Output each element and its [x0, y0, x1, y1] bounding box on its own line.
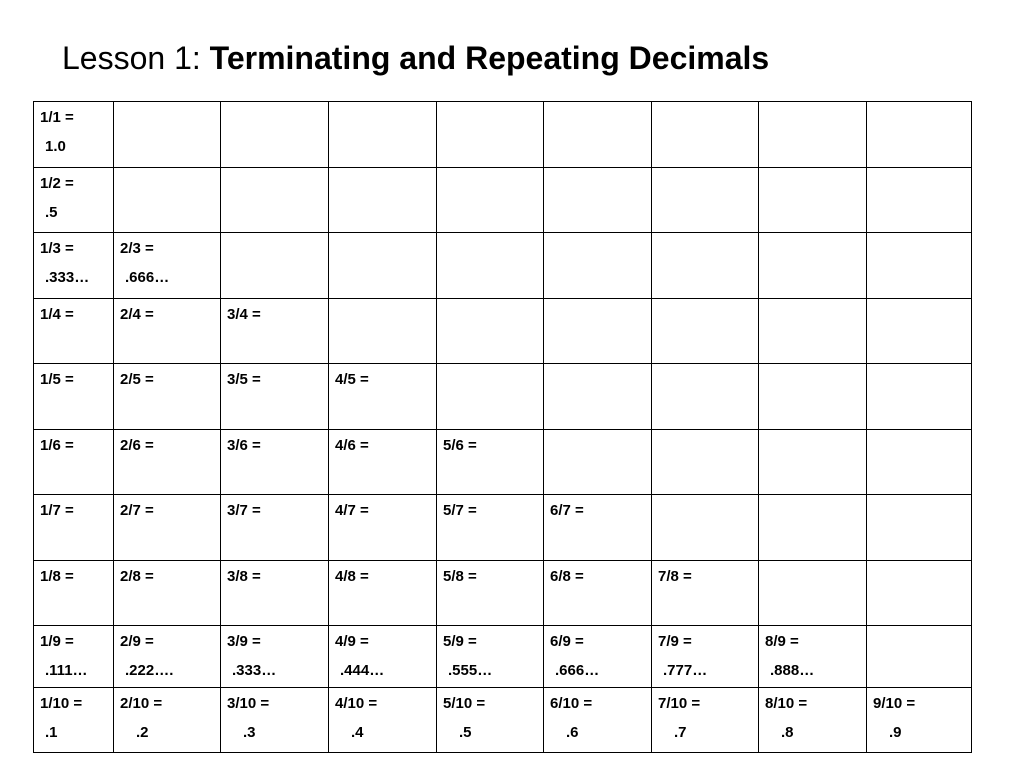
table-cell: [544, 299, 652, 364]
fraction-label: 3/9 =: [227, 633, 261, 650]
table-cell: [544, 233, 652, 299]
table-cell: [329, 233, 437, 299]
table-cell: [544, 430, 652, 495]
table-cell: [652, 495, 759, 561]
fraction-label: 4/8 =: [335, 568, 369, 585]
fraction-label: 5/9 =: [443, 633, 477, 650]
table-cell: [652, 688, 759, 753]
fraction-label: 1/1 =: [40, 109, 74, 126]
table-cell: [114, 102, 221, 168]
fraction-label: 5/6 =: [443, 437, 477, 454]
fraction-label: 1/10 =: [40, 695, 83, 712]
fraction-label: 7/10 =: [658, 695, 701, 712]
fraction-label: 1/6 =: [40, 437, 74, 454]
fraction-label: 3/4 =: [227, 306, 261, 323]
table-cell: [867, 561, 972, 626]
fraction-label: 6/9 =: [550, 633, 584, 650]
decimal-value: .3: [243, 724, 256, 741]
table-cell: [652, 168, 759, 233]
fraction-label: 2/10 =: [120, 695, 163, 712]
table-cell: [329, 626, 437, 688]
table-row: [34, 102, 972, 168]
decimal-value: .5: [459, 724, 472, 741]
fraction-label: 7/9 =: [658, 633, 692, 650]
fraction-label: 2/6 =: [120, 437, 154, 454]
fraction-label: 4/5 =: [335, 371, 369, 388]
fraction-label: 5/10 =: [443, 695, 486, 712]
decimal-value: .1: [45, 724, 58, 741]
table-cell: [114, 168, 221, 233]
decimal-value: .9: [889, 724, 902, 741]
table-cell: [114, 561, 221, 626]
table-cell: [34, 626, 114, 688]
table-cell: [221, 168, 329, 233]
page-title: [62, 38, 769, 78]
table-row: [34, 364, 972, 430]
fraction-label: 5/7 =: [443, 502, 477, 519]
table-cell: [652, 233, 759, 299]
fraction-label: 5/8 =: [443, 568, 477, 585]
table-cell: [544, 495, 652, 561]
table-cell: [437, 561, 544, 626]
table-row: [34, 688, 972, 753]
table-row: [34, 626, 972, 688]
table-cell: [759, 233, 867, 299]
table-cell: [329, 430, 437, 495]
table-cell: [34, 561, 114, 626]
table-cell: [867, 495, 972, 561]
table-cell: [437, 233, 544, 299]
table-cell: [329, 495, 437, 561]
fraction-label: 4/9 =: [335, 633, 369, 650]
table-cell: [221, 561, 329, 626]
fraction-label: 1/3 =: [40, 240, 74, 257]
title-lead: Lesson 1:: [62, 40, 210, 76]
decimal-value: .777…: [663, 662, 708, 679]
decimal-value: .7: [674, 724, 687, 741]
fraction-label: 7/8 =: [658, 568, 692, 585]
table-cell: [114, 688, 221, 753]
table-cell: [759, 299, 867, 364]
decimal-value: .4: [351, 724, 364, 741]
table-cell: [329, 364, 437, 430]
table-cell: [437, 430, 544, 495]
table-cell: [544, 102, 652, 168]
table-cell: [221, 626, 329, 688]
table-cell: [114, 299, 221, 364]
fraction-label: 2/5 =: [120, 371, 154, 388]
table-cell: [652, 561, 759, 626]
decimal-value: .6: [566, 724, 579, 741]
table-cell: [221, 495, 329, 561]
fraction-label: 6/7 =: [550, 502, 584, 519]
table-cell: [34, 430, 114, 495]
fraction-label: 9/10 =: [873, 695, 916, 712]
decimal-value: .888…: [770, 662, 815, 679]
fraction-label: 3/5 =: [227, 371, 261, 388]
fraction-label: 2/8 =: [120, 568, 154, 585]
fraction-label: 3/6 =: [227, 437, 261, 454]
fraction-label: 1/7 =: [40, 502, 74, 519]
table-row: [34, 495, 972, 561]
table-cell: [867, 168, 972, 233]
table-row: [34, 561, 972, 626]
fraction-label: 2/3 =: [120, 240, 154, 257]
table-cell: [34, 688, 114, 753]
fraction-label: 8/9 =: [765, 633, 799, 650]
fraction-label: 3/10 =: [227, 695, 270, 712]
decimal-value: .111…: [45, 662, 88, 679]
table-cell: [329, 168, 437, 233]
table-cell: [759, 495, 867, 561]
table-cell: [221, 688, 329, 753]
table-cell: [759, 626, 867, 688]
decimal-value: .222….: [125, 662, 174, 679]
table-cell: [221, 233, 329, 299]
fraction-label: 4/6 =: [335, 437, 369, 454]
decimal-value: .555…: [448, 662, 493, 679]
title-main: Terminating and Repeating Decimals: [209, 40, 770, 76]
table-cell: [759, 688, 867, 753]
fraction-label: 1/2 =: [40, 175, 74, 192]
table-cell: [114, 233, 221, 299]
table-cell: [652, 364, 759, 430]
decimal-value: 1.0: [45, 138, 66, 155]
table-cell: [652, 430, 759, 495]
table-cell: [759, 168, 867, 233]
fraction-label: 2/7 =: [120, 502, 154, 519]
table-row: [34, 299, 972, 364]
fraction-label: 8/10 =: [765, 695, 808, 712]
table-cell: [34, 495, 114, 561]
fraction-label: 3/8 =: [227, 568, 261, 585]
decimal-value: .8: [781, 724, 794, 741]
fraction-label: 2/9 =: [120, 633, 154, 650]
decimal-value: .666…: [555, 662, 600, 679]
fraction-label: 6/8 =: [550, 568, 584, 585]
table-cell: [34, 299, 114, 364]
table-cell: [544, 364, 652, 430]
table-cell: [544, 168, 652, 233]
table-cell: [867, 102, 972, 168]
fraction-label: 4/10 =: [335, 695, 378, 712]
table-cell: [759, 561, 867, 626]
decimal-value: .444…: [340, 662, 385, 679]
table-cell: [34, 102, 114, 168]
fraction-decimal-table: [33, 101, 972, 753]
table-cell: [221, 364, 329, 430]
table-cell: [437, 102, 544, 168]
table-cell: [437, 168, 544, 233]
table-cell: [437, 495, 544, 561]
table-row: [34, 430, 972, 495]
table-cell: [437, 299, 544, 364]
table-cell: [652, 299, 759, 364]
table-cell: [437, 364, 544, 430]
table-cell: [329, 299, 437, 364]
table-cell: [759, 364, 867, 430]
table-cell: [329, 102, 437, 168]
decimal-value: .333…: [232, 662, 277, 679]
decimal-value: .666…: [125, 269, 170, 286]
fraction-label: 1/9 =: [40, 633, 74, 650]
table-cell: [34, 364, 114, 430]
table-cell: [759, 430, 867, 495]
table-cell: [867, 233, 972, 299]
fraction-label: 2/4 =: [120, 306, 154, 323]
table-cell: [329, 561, 437, 626]
fraction-label: 6/10 =: [550, 695, 593, 712]
table-cell: [114, 364, 221, 430]
fraction-label: 3/7 =: [227, 502, 261, 519]
fraction-label: 1/5 =: [40, 371, 74, 388]
table-cell: [329, 688, 437, 753]
table-cell: [652, 102, 759, 168]
table-cell: [867, 299, 972, 364]
table-cell: [437, 626, 544, 688]
table-row: [34, 168, 972, 233]
table-cell: [114, 626, 221, 688]
table-cell: [544, 561, 652, 626]
table-cell: [867, 430, 972, 495]
table-cell: [34, 168, 114, 233]
table-cell: [544, 688, 652, 753]
table-cell: [544, 626, 652, 688]
table-cell: [652, 626, 759, 688]
table-cell: [437, 688, 544, 753]
fraction-label: 1/4 =: [40, 306, 74, 323]
table-cell: [34, 233, 114, 299]
decimal-value: .2: [136, 724, 149, 741]
table-row: [34, 233, 972, 299]
table-cell: [221, 430, 329, 495]
table-cell: [867, 364, 972, 430]
table-cell: [221, 102, 329, 168]
table-cell: [114, 430, 221, 495]
table-cell: [867, 626, 972, 688]
table-cell: [759, 102, 867, 168]
table-cell: [221, 299, 329, 364]
decimal-value: .333…: [45, 269, 90, 286]
fraction-label: 4/7 =: [335, 502, 369, 519]
table-cell: [867, 688, 972, 753]
decimal-value: .5: [45, 204, 58, 221]
table-cell: [114, 495, 221, 561]
fraction-label: 1/8 =: [40, 568, 74, 585]
